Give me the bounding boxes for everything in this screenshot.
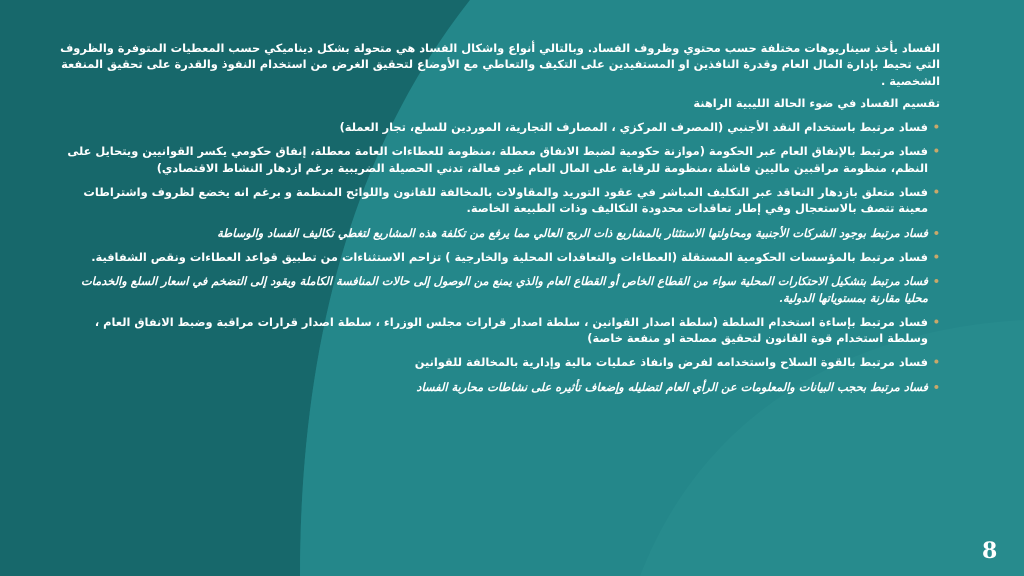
list-item-text: فساد مرتبط بالإنفاق العام عبر الحكومة (موازنة حكومية لضبط الانفاق معطلة ،منظومة للعطاءات العامة معطلة، إنفاق حكومي يكسر القوانيين ويتحايل على النظم، منظومة مراقبين ماليين فاشلة ،منظومة للرقابة على المال العام غير فعالة، تدني الحصيلة الضريبية برغم ازدهار النشاط الاقتصادي) <box>67 144 928 175</box>
list-item <box>60 119 940 135</box>
list-item <box>60 314 940 347</box>
bullet-icon: • <box>932 314 940 329</box>
bullet-icon: • <box>932 185 940 200</box>
list-item-text: فساد مرتبط بالمؤسسات الحكومية المستقلة (العطاءات والتعاقدات المحلية والخارجية ) تزاحم الاستثناءات من تطبيق قواعد العطاءات ونقص الشفافية. <box>91 249 928 264</box>
bullet-icon: • <box>932 249 940 264</box>
list-item <box>60 143 940 176</box>
list-item-text: فساد متعلق بازدهار التعاقد عبر التكليف المباشر في عقود التوريد والمقاولات بالمخالفة للقانون واللوائح المنظمة و برغم انه يخضع لظروف واشتراطات معينة تتصف بالاستعجال وفي إطار تعاقدات محدودة التكاليف وذات الطبيعة الخاصة. <box>83 185 928 216</box>
section-heading: تقسيم الفساد في ضوء الحالة الليبية الراهنة <box>693 95 940 110</box>
slide-content <box>60 40 940 403</box>
bullet-icon: • <box>932 120 940 135</box>
list-item-text: فساد مرتبط بتشكيل الاحتكارات المحلية سواء من القطاع الخاص أو القطاع العام والذي يمنع من الوصول إلى حالات المنافسة الكاملة ويقود إلى التضخم في اسعار السلع والخدمات محليا مقارنة بمستوياتها الدولية. <box>80 274 928 305</box>
list-item <box>60 273 940 306</box>
list-item-text: فساد مرتبط بإساءة استخدام السلطة (سلطة اصدار القوانين ، سلطة اصدار قرارات مجلس الوزراء ، سلطة اصدار قرارات مراقبة وضبط الانفاق العام ، وسلطة استخدام قوة القانون لتحقيق مصلحة او منفعة خاصة) <box>94 314 928 346</box>
bullet-icon: • <box>932 225 940 240</box>
list-item-text: فساد مرتبط بالقوة السلاح واستخدامه لفرض وانفاذ عمليات مالية وإدارية بالمخالفة للقوانين <box>414 355 928 370</box>
list-item-text: فساد مرتبط باستخدام النقد الأجنبي (المصرف المركزي ، المصارف التجارية، الموردين للسلع، تجار العملة) <box>339 120 928 135</box>
list-item <box>60 379 940 395</box>
list-item <box>60 225 940 241</box>
page-number: 8 <box>982 538 998 564</box>
bullet-icon: • <box>932 355 940 370</box>
list-item-text: فساد مرتبط بوجود الشركات الأجنبية ومحاولتها الاستئثار بالمشاريع ذات الربح العالي مما يرفع من تكلفة هذه المشاريع لتغطي تكاليف الفساد والوساطة <box>217 225 928 240</box>
list-item <box>60 249 940 265</box>
list-item-text: فساد مرتبط بحجب البيانات والمعلومات عن الرأي العام لتضليله وإضعاف تأثيره على نشاطات محاربة الفساد <box>416 379 928 394</box>
bullet-icon: • <box>932 144 940 159</box>
bullet-icon: • <box>932 274 940 289</box>
intro-paragraph: الفساد يأخذ سيناريوهات مختلفة حسب محتوي وظروف الفساد. وبالتالي أنواع واشكال الفساد هي متحولة بشكل ديناميكي حسب المعطيات المتوفرة والظروف التي تحيط بإدارة المال العام وقدرة النافذين او المستفيدين على التكيف والتعاطي مع الأوضاع لتحقيق الغرض من استخدام النفوذ والقدرة على تحقيق المنفعة الشخصية . <box>60 41 940 88</box>
bullet-icon: • <box>932 379 940 394</box>
corruption-types-list <box>60 119 940 395</box>
list-item <box>60 184 940 217</box>
list-item <box>60 354 940 370</box>
